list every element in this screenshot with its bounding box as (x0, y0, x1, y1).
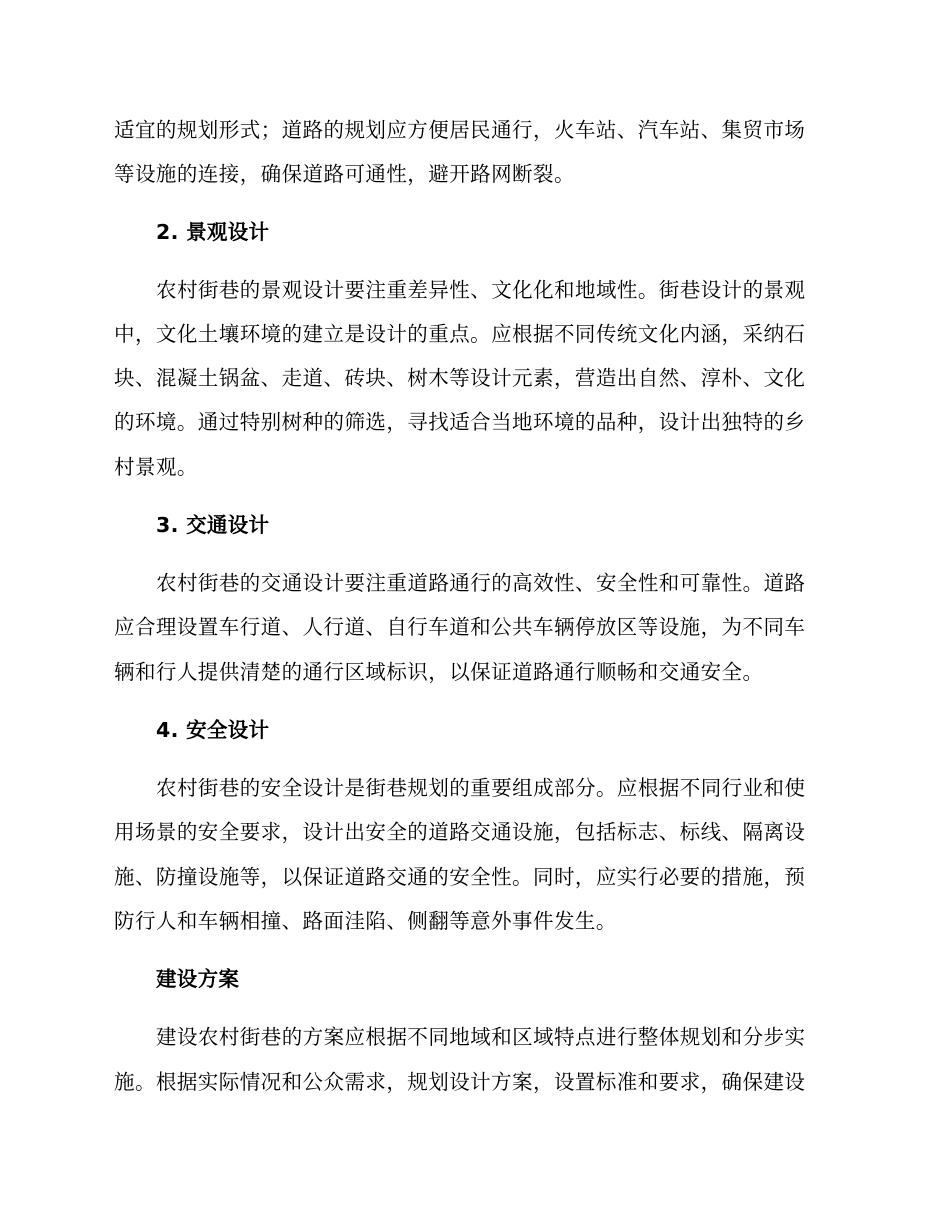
paragraph-line: 施、防撞设施等，以保证道路交通的安全性。同时，应实行必要的措施，预 (114, 865, 806, 889)
section-heading-landscape: 2. 景观设计 (156, 220, 270, 244)
paragraph-line: 的环境。通过特别树种的筛选，寻找适合当地环境的品种，设计出独特的乡 (114, 410, 806, 434)
section-heading-safety: 4. 安全设计 (156, 718, 270, 742)
section-heading-plan: 建设方案 (156, 967, 240, 991)
paragraph-line: 施。根据实际情况和公众需求，规划设计方案，设置标准和要求，确保建设 (114, 1070, 806, 1094)
paragraph-line: 适宜的规划形式；道路的规划应方便居民通行，火车站、汽车站、集贸市场 (114, 118, 806, 142)
paragraph-line: 防行人和车辆相撞、路面洼陷、侧翻等意外事件发生。 (114, 909, 617, 933)
paragraph-line: 应合理设置车行道、人行道、自行车道和公共车辆停放区等设施，为不同车 (114, 615, 806, 639)
paragraph-line: 农村街巷的安全设计是街巷规划的重要组成部分。应根据不同行业和使 (156, 776, 806, 800)
section-heading-traffic: 3. 交通设计 (156, 513, 270, 537)
paragraph-line: 辆和行人提供清楚的通行区域标识，以保证道路通行顺畅和交通安全。 (114, 660, 764, 684)
paragraph-line: 用场景的安全要求，设计出安全的道路交通设施，包括标志、标线、隔离设 (114, 820, 806, 844)
paragraph-line: 等设施的连接，确保道路可通性，避开路网断裂。 (114, 162, 575, 186)
paragraph-line: 中，文化土壤环境的建立是设计的重点。应根据不同传统文化内涵，采纳石 (114, 322, 806, 346)
paragraph-line: 村景观。 (114, 455, 198, 479)
paragraph-line: 建设农村街巷的方案应根据不同地域和区域特点进行整体规划和分步实 (156, 1025, 806, 1049)
paragraph-line: 农村街巷的景观设计要注重差异性、文化化和地域性。街巷设计的景观 (156, 278, 806, 302)
paragraph-line: 块、混凝土锅盆、走道、砖块、树木等设计元素，营造出自然、淳朴、文化 (114, 366, 806, 390)
paragraph-line: 农村街巷的交通设计要注重道路通行的高效性、安全性和可靠性。道路 (156, 571, 806, 595)
